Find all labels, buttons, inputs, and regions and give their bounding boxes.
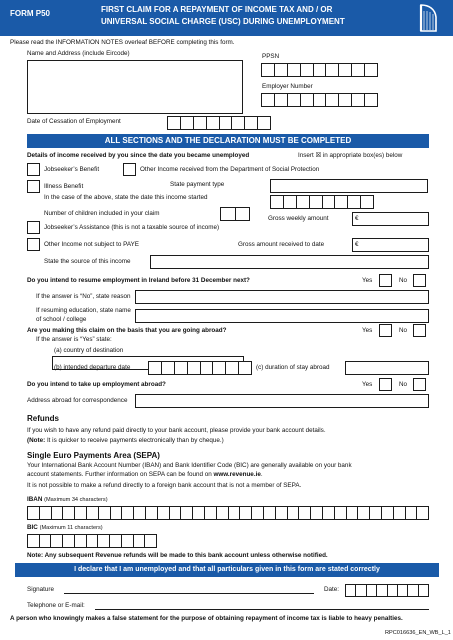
other-income-paye-label: Other Income not subject to PAYE: [44, 241, 139, 248]
iban-label: [27, 497, 108, 504]
gross-weekly-label: Gross weekly amount: [268, 215, 329, 222]
children-count-label: Number of children included in your claim: [44, 210, 160, 217]
refunds-heading: Refunds: [27, 414, 59, 423]
form-title-line-2: UNIVERSAL SOCIAL CHARGE (USC) DURING UNEMPLOYMENT: [101, 17, 345, 26]
resume-employment-yes-label: Yes: [362, 277, 373, 284]
refunds-note-prefix: (Note:: [27, 437, 46, 444]
telephone-label: Telephone or E-mail:: [27, 602, 85, 609]
refunds-note: [27, 438, 224, 444]
penalty-warning: A person who knowingly makes a false statement for the purpose of obtaining repayment of income tax is liable to heavy penalties.: [10, 615, 403, 622]
abroad-address-label: Address abroad for correspondence: [27, 397, 128, 404]
income-details-hint: Insert ☒ in appropriate box(es) below: [298, 152, 403, 159]
employment-abroad-question: Do you intend to take up employment abroad?: [27, 381, 166, 388]
refunds-text: If you wish to have any refund paid directly to your bank account, please provide your bank account details.: [27, 427, 326, 434]
bank-note: Note: Any subsequent Revenue refunds will be made to this bank account unless otherwise notified.: [27, 552, 328, 559]
other-income-dsp-label: Other Income received from the Department of Social Protection: [140, 166, 320, 173]
cessation-date-field[interactable]: [167, 116, 271, 130]
ppsn-label: PPSN: [262, 53, 280, 60]
employer-number-field[interactable]: [261, 93, 378, 107]
sepa-text-3: It is not possible to make a refund directly to a foreign bank account that is not a member of SEPA.: [27, 482, 302, 489]
stay-duration-label: (c) duration of stay abroad: [256, 364, 330, 371]
sepa-text-2a: account statements. Further information on SEPA can be found on: [27, 471, 212, 478]
going-abroad-yes-checkbox[interactable]: [379, 324, 392, 337]
resume-employment-no-checkbox[interactable]: [413, 274, 426, 287]
jobseekers-assistance-checkbox[interactable]: [27, 221, 40, 234]
state-payment-type-label: State payment type: [170, 181, 225, 188]
iban-hint: (Maximum 34 characters): [44, 497, 108, 503]
no-reason-label: If the answer is “No”, state reason: [36, 293, 131, 300]
jobseekers-assistance-label: Jobseeker’s Assistance (this is not a taxable source of income): [44, 224, 220, 231]
footer-code: RPC016636_EN_WB_L_1: [385, 630, 451, 636]
signature-label: Signature: [27, 586, 54, 593]
income-source-label: State the source of this income: [44, 258, 131, 265]
employment-abroad-yes-label: Yes: [362, 381, 373, 388]
destination-label: (a) country of destination: [54, 347, 124, 354]
stay-duration-field[interactable]: [345, 361, 429, 375]
iban-field[interactable]: [27, 506, 429, 520]
ppsn-field[interactable]: [261, 63, 378, 77]
employment-abroad-yes-checkbox[interactable]: [379, 378, 392, 391]
income-details-label: Details of income received by you since the date you became unemployed: [27, 152, 250, 159]
section-banner: ALL SECTIONS AND THE DECLARATION MUST BE COMPLETED: [27, 134, 429, 148]
signature-field[interactable]: [64, 593, 314, 594]
abroad-address-field[interactable]: [135, 394, 429, 408]
going-abroad-question: Are you making this claim on the basis that you are going abroad?: [27, 327, 227, 334]
school-name-field[interactable]: [135, 309, 429, 323]
name-address-label: Name and Address (include Eircode): [27, 50, 130, 57]
declaration-banner: I declare that I am unemployed and that all particulars given in this form are stated correctly: [15, 563, 439, 577]
school-name-label-1: If resuming education, state name: [36, 307, 131, 314]
gross-received-currency: €: [355, 241, 359, 248]
sepa-text-1: Your International Bank Account Number (IBAN) and Bank Identifier Code (BIC) are generally available on your bank: [27, 462, 352, 469]
employment-abroad-no-checkbox[interactable]: [413, 378, 426, 391]
revenue-link[interactable]: www.revenue.ie: [213, 471, 261, 478]
bic-hint: (Maximum 11 characters): [39, 525, 103, 531]
going-abroad-yes-label: Yes: [362, 327, 373, 334]
resume-employment-question: Do you intend to resume employment in Ireland before 31 December next?: [27, 277, 250, 284]
telephone-field[interactable]: [95, 609, 429, 610]
employer-number-label: Employer Number: [262, 83, 313, 90]
illness-benefit-label: Illness Benefit: [44, 183, 84, 190]
employment-abroad-no-label: No: [399, 381, 408, 388]
cessation-date-label: Date of Cessation of Employment: [27, 118, 121, 125]
jobseekers-benefit-label: Jobseeker’s Benefit: [44, 166, 100, 173]
jobseekers-benefit-checkbox[interactable]: [27, 163, 40, 176]
resume-employment-no-label: No: [399, 277, 408, 284]
other-income-dsp-checkbox[interactable]: [123, 163, 136, 176]
no-reason-field[interactable]: [135, 290, 429, 304]
refunds-note-text: It is quicker to receive payments electronically than by cheque.): [46, 437, 224, 444]
sepa-heading: Single Euro Payments Area (SEPA): [27, 451, 160, 460]
state-payment-type-field[interactable]: [270, 179, 428, 193]
other-income-paye-checkbox[interactable]: [27, 238, 40, 251]
form-title-line-1: FIRST CLAIM FOR A REPAYMENT OF INCOME TAX AND / OR: [101, 5, 333, 14]
date-label: Date:: [324, 586, 340, 593]
intro-text: Please read the INFORMATION NOTES overleaf BEFORE completing this form.: [10, 39, 235, 46]
harp-logo-icon: [415, 3, 439, 33]
income-source-field[interactable]: [150, 255, 429, 269]
gross-weekly-field[interactable]: [352, 212, 429, 226]
sepa-text-2: account statements. Further information on SEPA can be found on www.revenue.ie.: [27, 471, 263, 478]
signature-date-field[interactable]: [345, 584, 429, 597]
illness-date-note: In the case of the above, state the date this income started: [44, 194, 208, 201]
going-abroad-if-yes: If the answer is “Yes” state:: [36, 336, 112, 343]
resume-employment-yes-checkbox[interactable]: [379, 274, 392, 287]
going-abroad-no-label: No: [399, 327, 408, 334]
illness-benefit-checkbox[interactable]: [27, 180, 40, 193]
income-start-date-field[interactable]: [270, 195, 374, 209]
bic-field[interactable]: [27, 534, 157, 548]
iban-label-text: IBAN: [27, 496, 43, 503]
children-count-field[interactable]: [220, 207, 250, 221]
bic-label-text: BIC: [27, 524, 38, 531]
departure-date-label: (b) intended departure date: [54, 364, 131, 371]
gross-received-field[interactable]: [352, 238, 429, 252]
gross-received-label: Gross amount received to date: [238, 241, 325, 248]
school-name-label-2: of school / college: [36, 316, 87, 323]
gross-weekly-currency: €: [355, 215, 359, 222]
name-address-field[interactable]: [27, 60, 243, 114]
form-number: FORM P50: [10, 9, 51, 18]
departure-date-field[interactable]: [148, 361, 252, 375]
going-abroad-no-checkbox[interactable]: [413, 324, 426, 337]
bic-label: [27, 525, 103, 532]
form-header: [0, 0, 453, 36]
